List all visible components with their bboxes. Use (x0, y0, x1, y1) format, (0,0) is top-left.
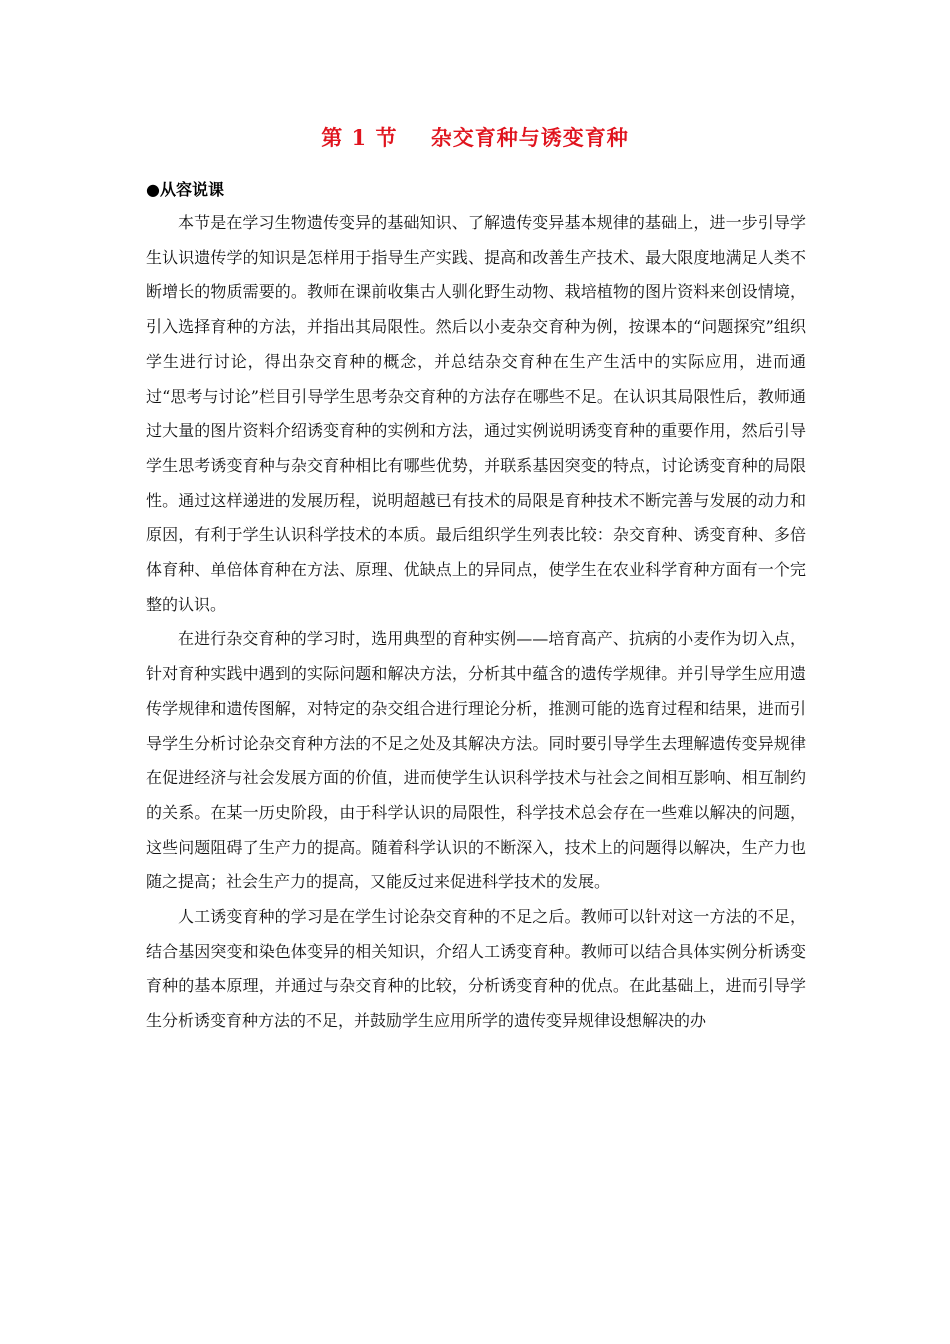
paragraph: 在进行杂交育种的学习时，选用典型的育种实例——培育高产、抗病的小麦作为切入点，针对育种实践中遇到的实际问题和解决方法，分析其中蕴含的遗传学规律。并引导学生应用遗传学规律和遗传图解，对特定的杂交组合进行理论分析，推测可能的选育过程和结果，进而引导学生分析讨论杂交育种方法的不足之处及其解决方法。同时要引导学生去理解遗传变异规律在促进经济与社会发展方面的价值，进而使学生认识科学技术与社会之间相互影响、相互制约的关系。在某一历史阶段，由于科学认识的局限性，科学技术总会存在一些难以解决的问题，这些问题阻碍了生产力的提高。随着科学认识的不断深入，技术上的问题得以解决，生产力也随之提高；社会生产力的提高，又能反过来促进科学技术的发展。 (146, 629, 806, 892)
paragraph: 本节是在学习生物遗传变异的基础知识、了解遗传变异基本规律的基础上，进一步引导学生认识遗传学的知识是怎样用于指导生产实践、提高和改善生产技术、最大限度地满足人类不断增长的物质需要的。教师在课前收集古人驯化野生动物、栽培植物的图片资料来创设情境，引入选择育种的方法，并指出其局限性。然后以小麦杂交育种为例，按课本的“问题探究”组织学生进行讨论，得出杂交育种的概念，并总结杂交育种在生产生活中的实际应用，进而通过“思考与讨论”栏目引导学生思考杂交育种的方法存在哪些不足。在认识其局限性后，教师通过大量的图片资料介绍诱变育种的实例和方法，通过实例说明诱变育种的重要作用，然后引导学生思考诱变育种与杂交育种相比有哪些优势，并联系基因突变的特点，讨论诱变育种的局限性。通过这样递进的发展历程，说明超越已有技术的局限是育种技术不断完善与发展的动力和原因，有利于学生认识科学技术的本质。最后组织学生列表比较：杂交育种、诱变育种、多倍体育种、单倍体育种在方法、原理、优缺点上的异同点，使学生在农业科学育种方面有一个完整的认识。 (146, 213, 806, 614)
body-text (146, 206, 806, 1039)
section-heading: ●从容说课 (146, 180, 224, 199)
paragraph: 人工诱变育种的学习是在学生讨论杂交育种的不足之后。教师可以针对这一方法的不足，结合基因突变和染色体变异的相关知识，介绍人工诱变育种。教师可以结合具体实例分析诱变育种的基本原理，并通过与杂交育种的比较，分析诱变育种的优点。在此基础上，进而引导学生分析诱变育种方法的不足，并鼓励学生应用所学的遗传变异规律设想解决的办 (146, 907, 806, 1031)
page-title: 第 1 节 杂交育种与诱变育种 (321, 125, 629, 150)
